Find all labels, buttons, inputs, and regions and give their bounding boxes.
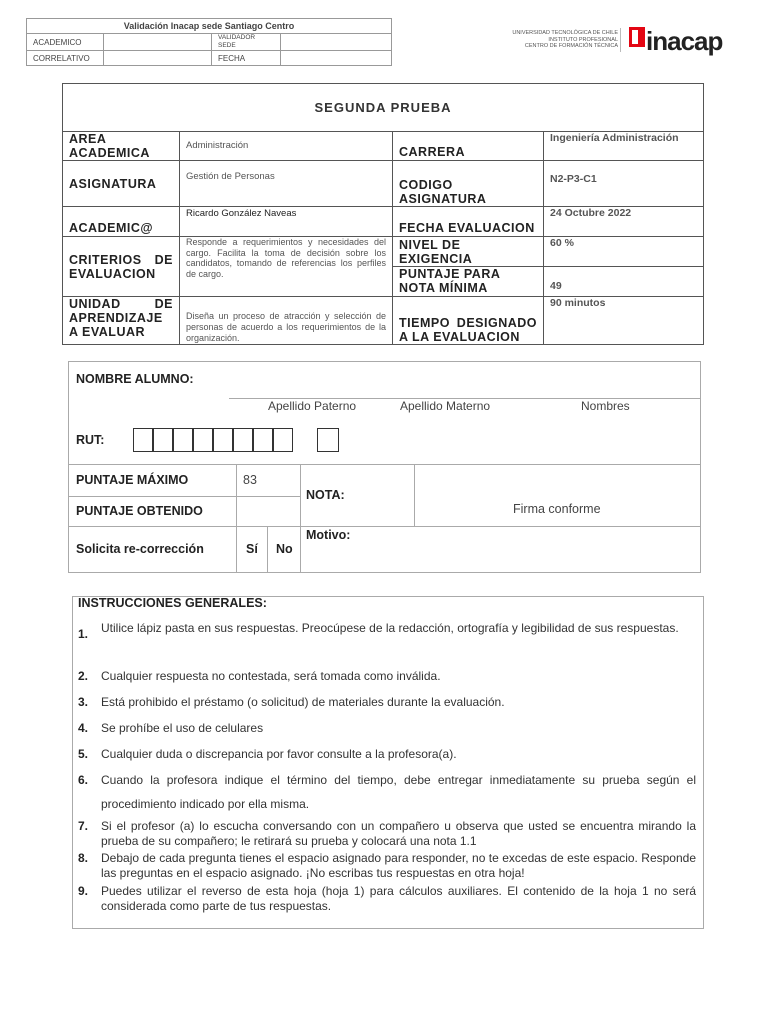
asignatura-label: ASIGNATURA — [63, 161, 180, 207]
rut-digit-box[interactable] — [133, 428, 153, 452]
rut-digit-box[interactable] — [173, 428, 193, 452]
logo-subtitle — [500, 30, 618, 50]
divider-line — [267, 526, 268, 573]
si-option[interactable]: Sí — [246, 542, 258, 556]
instruction-text: Utilice lápiz pasta en sus respuestas. Preocúpese de la redacción, ortografía y legibilidad de sus respuestas. — [101, 621, 679, 635]
divider-line — [414, 464, 415, 526]
rut-digit-box[interactable] — [193, 428, 213, 452]
instruction-number: 1. — [78, 627, 89, 641]
motivo-label: Motivo: — [306, 528, 351, 542]
validador-field[interactable] — [281, 34, 392, 51]
instruction-text: Si el profesor (a) lo escucha conversando con un compañero u observa que usted se encuentra mirando la prueba de su compañero; le retirará su prueba y colocará una nota 1.1 — [101, 819, 696, 848]
recorreccion-label: Solicita re-corrección — [76, 542, 204, 556]
instructions-title: INSTRUCCIONES GENERALES: — [78, 596, 267, 610]
instruction-number: 6. — [78, 773, 89, 787]
divider-line — [68, 496, 300, 497]
area-label: AREA ACADEMICA — [63, 132, 180, 161]
inacap-logo-icon — [629, 27, 645, 47]
academico-value: Ricardo González Naveas — [180, 207, 393, 237]
logo-divider — [620, 28, 621, 52]
instruction-number: 3. — [78, 695, 89, 709]
tiempo-label: TIEMPO DESIGNADO A LA EVALUACION — [393, 297, 544, 345]
instruction-text: Está prohibido el préstamo (o solicitud) de materiales durante la evaluación. — [101, 695, 505, 709]
nombres-label: Nombres — [581, 399, 630, 413]
fecha-field[interactable] — [281, 51, 392, 66]
validation-table — [26, 18, 392, 66]
logo-line-2: INSTITUTO PROFESIONAL — [548, 36, 618, 43]
logo-line-3: CENTRO DE FORMACIÓN TÉCNICA — [524, 43, 618, 49]
criterios-label: CRITERIOS DE EVALUACION — [63, 237, 180, 297]
instruction-text: Se prohíbe el uso de celulares — [101, 721, 264, 735]
codigo-value: N2-P3-C1 — [544, 161, 704, 207]
carrera-label: CARRERA — [393, 132, 544, 161]
academico-field[interactable] — [104, 34, 212, 51]
exam-info-table — [62, 83, 704, 345]
instruction-text: Cualquier duda o discrepancia por favor consulte a la profesora(a). — [101, 747, 457, 761]
puntaje-obtenido-label: PUNTAJE OBTENIDO — [76, 504, 203, 518]
instruction-number: 9. — [78, 884, 89, 898]
academico-label-main: ACADEMIC@ — [63, 207, 180, 237]
puntaje-maximo-value: 83 — [243, 473, 257, 487]
rut-digit-box[interactable] — [213, 428, 233, 452]
fecha-label: FECHA — [212, 51, 281, 66]
puntaje-nota-value: 49 — [544, 267, 704, 297]
asignatura-value: Gestión de Personas — [180, 161, 393, 207]
unidad-value: Diseña un proceso de atracción y selección de personas de acuerdo a los requerimientos de la organización. — [180, 297, 393, 345]
validation-title: Validación Inacap sede Santiago Centro — [27, 19, 392, 34]
instruction-text: Puedes utilizar el reverso de esta hoja (hoja 1) para cálculos auxiliares. El contenido de la hoja 1 no será considerada como parte de tus respuestas. — [101, 884, 696, 913]
divider-line — [68, 526, 701, 527]
carrera-value: Ingeniería Administración — [544, 132, 704, 161]
logo-line-1: UNIVERSIDAD TECNOLÓGICA DE CHILE — [512, 30, 618, 36]
area-value: Administración — [180, 132, 393, 161]
instruction-text: Cuando la profesora indique el término del tiempo, debe entregar inmediatamente su prueba según el procedimiento indicado por ella misma. — [101, 773, 696, 811]
divider-line — [68, 464, 701, 465]
unidad-label: UNIDAD DE APRENDIZAJE A EVALUAR — [63, 297, 180, 345]
codigo-label: CODIGO ASIGNATURA — [393, 161, 544, 207]
correlativo-label: CORRELATIVO — [27, 51, 104, 66]
academico-label: ACADEMICO — [27, 34, 104, 51]
firma-conforme-label: Firma conforme — [513, 502, 601, 516]
puntaje-nota-label: PUNTAJE PARA NOTA MÍNIMA — [393, 267, 544, 297]
rut-label: RUT: — [76, 433, 105, 447]
nivel-value: 60 % — [544, 237, 704, 267]
instruction-number: 7. — [78, 819, 89, 833]
instruction-number: 2. — [78, 669, 89, 683]
apellido-materno-label: Apellido Materno — [400, 399, 491, 413]
rut-check-digit-box[interactable] — [317, 428, 339, 452]
logo-brand: inacap — [646, 26, 723, 56]
instruction-number: 4. — [78, 721, 89, 735]
instruction-text: Debajo de cada pregunta tienes el espacio asignado para responder, no te excedas de este espacio. Responde las preguntas en el espacio asignado. ¡No escribas tus respuestas en otra hoja! — [101, 851, 696, 880]
puntaje-maximo-label: PUNTAJE MÁXIMO — [76, 473, 189, 487]
fecha-evaluacion-value: 24 Octubre 2022 — [544, 207, 704, 237]
divider-line — [300, 464, 301, 573]
instruction-number: 8. — [78, 851, 89, 865]
nivel-label: NIVEL DE EXIGENCIA — [393, 237, 544, 267]
no-option[interactable]: No — [276, 542, 293, 556]
nota-label: NOTA: — [306, 488, 345, 502]
tiempo-value: 90 minutos — [544, 297, 704, 345]
fecha-evaluacion-label: FECHA EVALUACION — [393, 207, 544, 237]
criterios-value: Responde a requerimientos y necesidades del cargo. Facilita la toma de decisión sobre los candidatos, tomando de referencias los perfiles de cargo. — [180, 237, 393, 297]
instruction-text: Cualquier respuesta no contestada, será tomada como inválida. — [101, 669, 441, 683]
rut-digit-box[interactable] — [233, 428, 253, 452]
correlativo-field[interactable] — [104, 51, 212, 66]
exam-title: SEGUNDA PRUEBA — [63, 84, 704, 132]
nombre-alumno-label: NOMBRE ALUMNO: — [76, 372, 194, 386]
validador-label: VALIDADOR SEDE — [212, 34, 281, 51]
divider-line — [236, 464, 237, 573]
rut-digit-box[interactable] — [273, 428, 293, 452]
apellido-paterno-label: Apellido Paterno — [268, 399, 357, 413]
instruction-number: 5. — [78, 747, 89, 761]
rut-digit-box[interactable] — [253, 428, 273, 452]
rut-digit-box[interactable] — [153, 428, 173, 452]
